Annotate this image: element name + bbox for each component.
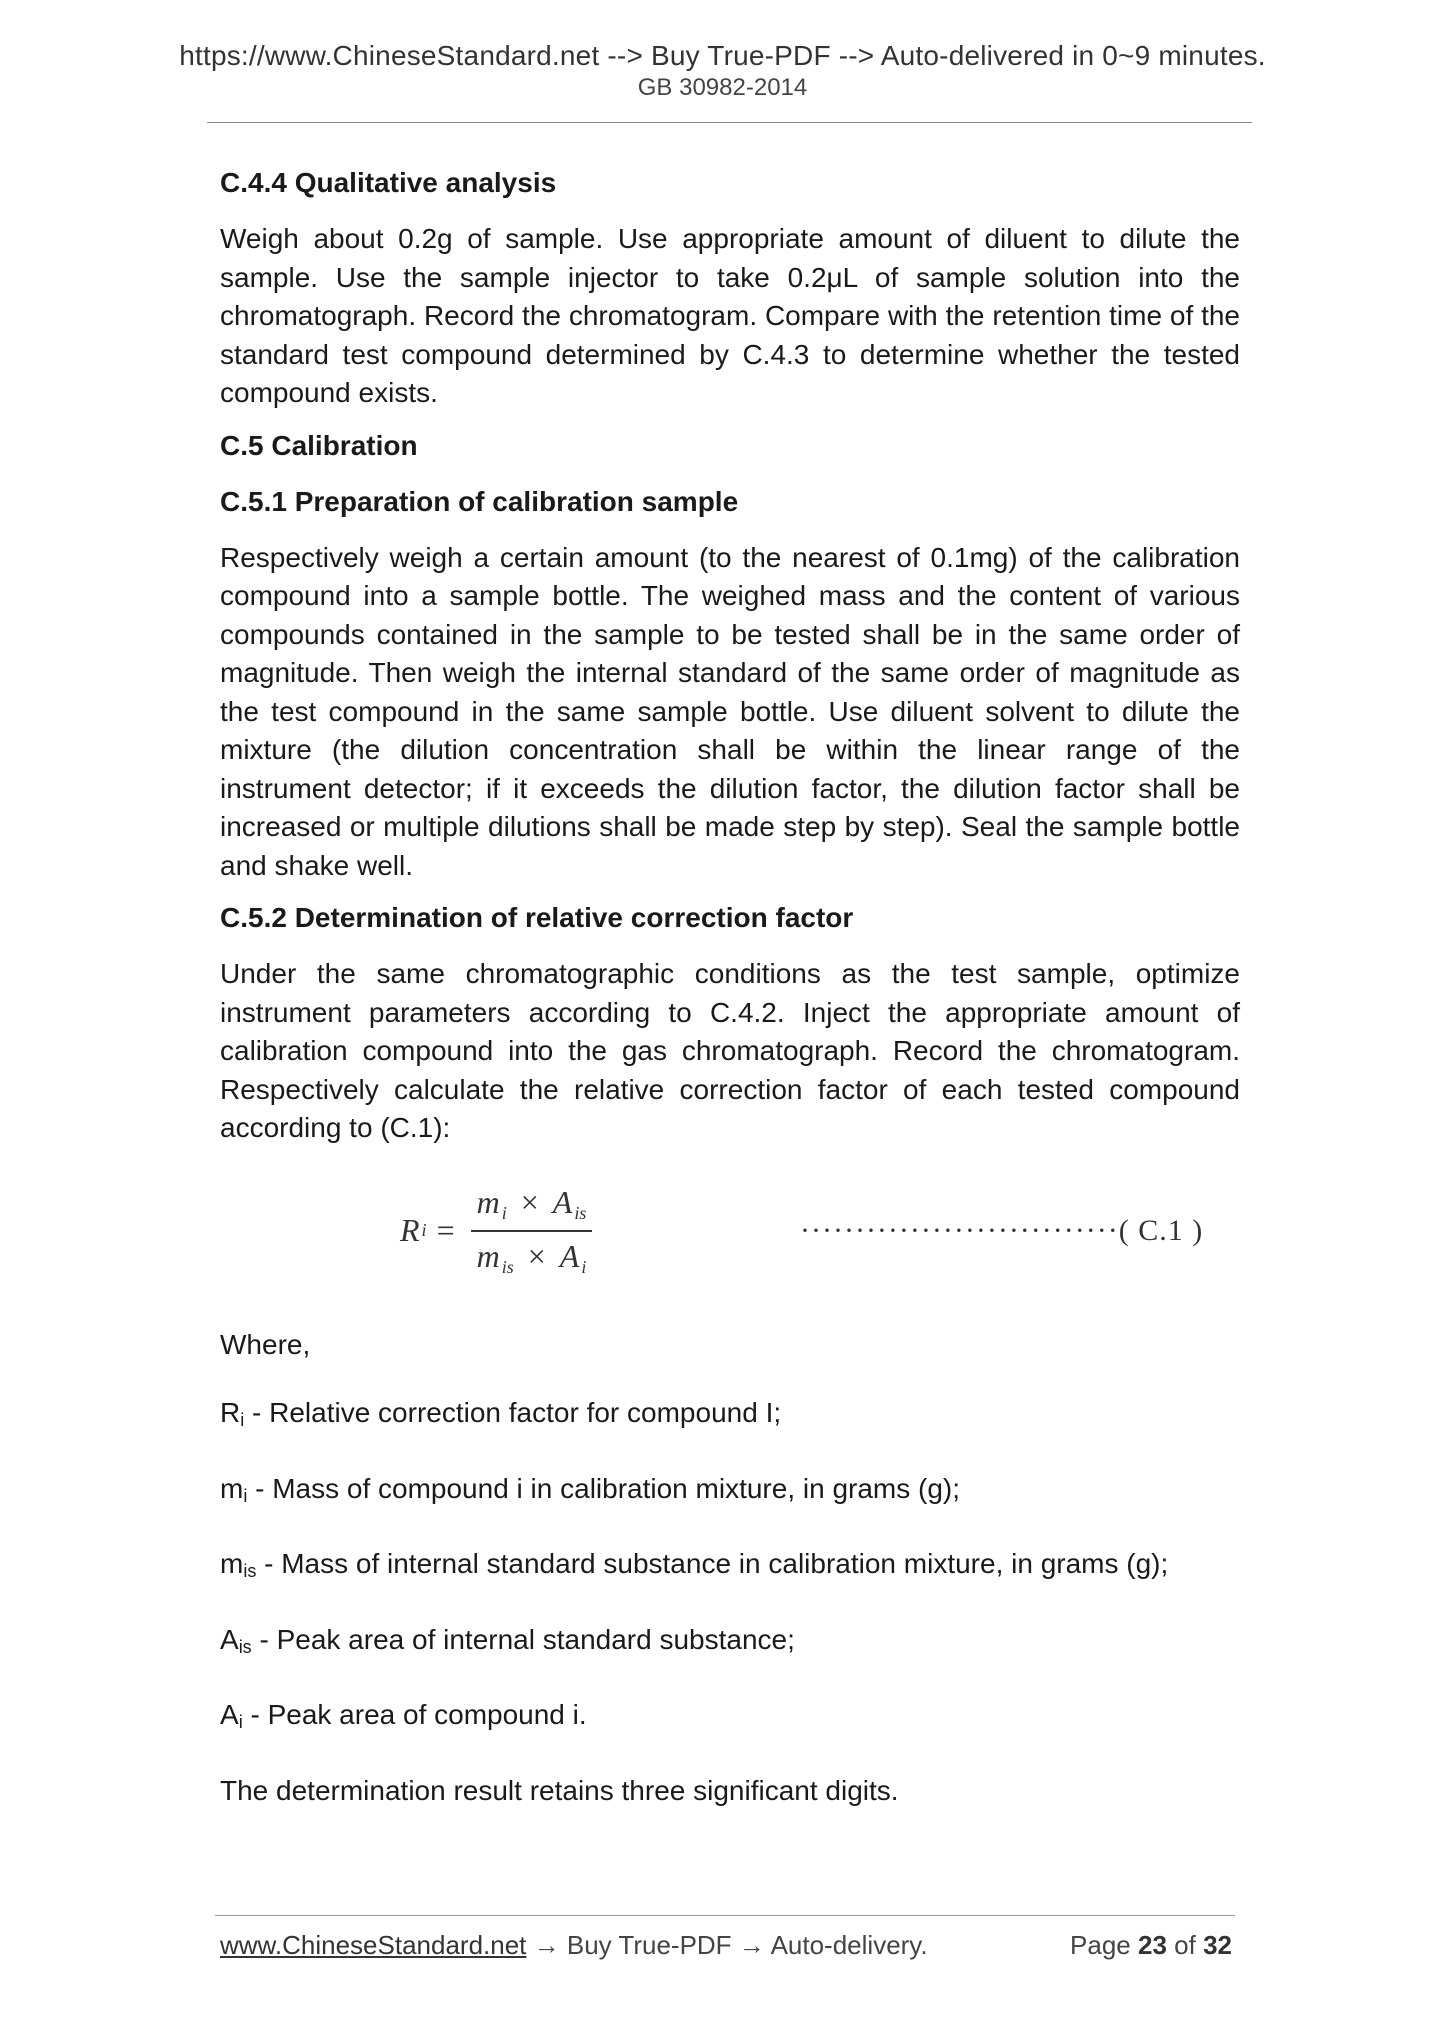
formula [400, 1184, 592, 1278]
standard-code: GB 30982-2014 [637, 74, 808, 101]
definition-subscript: i [238, 1712, 243, 1732]
header-divider [207, 122, 1252, 123]
num-area-sub: is [574, 1202, 587, 1223]
page-of: of [1174, 1930, 1196, 1960]
definition-symbol: R [220, 1397, 241, 1428]
equation-number: ·····························( C.1 ) [800, 1213, 1204, 1247]
definition-symbol: A [220, 1623, 239, 1655]
num-mass: m [476, 1183, 500, 1220]
definition-text: - Mass of internal standard substance in calibration mixture, in grams (g); [256, 1548, 1169, 1579]
den-area-sub: i [581, 1256, 587, 1277]
page-total: 32 [1203, 1930, 1232, 1960]
definition-subscript: i [240, 1410, 245, 1430]
header-banner: https://www.ChineseStandard.net --> Buy True-PDF --> Auto-delivered in 0~9 minutes. [179, 40, 1266, 71]
definition-symbol: m [220, 1472, 244, 1504]
definition-symbol: m [220, 1548, 244, 1579]
definition-subscript: is [238, 1636, 252, 1657]
definition-symbol: A [220, 1699, 239, 1730]
page-label: Page [1070, 1930, 1131, 1960]
footer-divider [215, 1915, 1235, 1916]
section-c5-title: C.5 Calibration [220, 429, 418, 461]
equation-c1 [220, 1170, 1240, 1300]
page-footer [220, 1930, 1232, 1961]
definition-text: - Peak area of internal standard substance; [251, 1623, 795, 1655]
den-area: A [559, 1237, 580, 1274]
fraction-denominator [471, 1232, 593, 1278]
page-number [1070, 1930, 1232, 1961]
result-note: The determination result retains three significant digits. [220, 1774, 899, 1806]
fraction [471, 1184, 593, 1278]
formula-lhs: R [400, 1212, 420, 1248]
definition-text: - Peak area of compound i. [242, 1699, 587, 1730]
section-c52-text: Under the same chromatographic conditions as the test sample, optimize instrument parameters according to C.4.2. Inject the appropriate amount of calibration compound into the gas chromatograph. Record the chromatogram. Respectively calculate the relative correction factor of each tested compound according to (C.1): [220, 958, 1240, 1143]
where-label: Where, [220, 1328, 311, 1360]
definition-subscript: i [243, 1485, 248, 1506]
definition-text: - Relative correction factor for compound I; [244, 1397, 782, 1428]
section-c44-text: Weigh about 0.2g of sample. Use appropriate amount of diluent to dilute the sample. Use the sample injector to take 0.2μL of sample solution into the chromatograph. Record the chromatogram. Compare with the retention time of the standard test compound determined by C.4.3 to determine whether the tested compound exists. [220, 223, 1240, 408]
section-c51-title: C.5.1 Preparation of calibration sample [220, 485, 739, 517]
formula-lhs-sub: i [421, 1220, 427, 1240]
definition-item [220, 1545, 1240, 1591]
times-sign: × [520, 1183, 539, 1220]
definition-subscript: is [243, 1561, 257, 1581]
page-content [220, 150, 1240, 1810]
definition-text: - Mass of compound i in calibration mixture, in grams (g); [247, 1472, 961, 1504]
footer-left [220, 1930, 928, 1961]
footer-site-link[interactable]: www.ChineseStandard.net [220, 1930, 527, 1960]
num-mass-sub: i [501, 1202, 507, 1223]
section-c52-title: C.5.2 Determination of relative correction factor [220, 902, 854, 933]
definition-item [220, 1621, 1240, 1667]
definitions-list [220, 1394, 1240, 1810]
definition-item [220, 1696, 1240, 1742]
times-sign: × [527, 1237, 546, 1274]
section-c44-title: C.4.4 Qualitative analysis [220, 167, 557, 198]
section-c51-text: Respectively weigh a certain amount (to the nearest of 0.1mg) of the calibration compound into a sample bottle. The weighed mass and the content of various compounds contained in the sample to be tested shall be in the same order of magnitude. Then weigh the internal standard of the same order of magnitude as the test compound in the same sample bottle. Use diluent solvent to dilute the mixture (the dilution concentration shall be within the linear range of the instrument detector; if it exceeds the dilution factor, the dilution factor shall be increased or multiple dilutions shall be made step by step). Seal the sample bottle and shake well. [220, 541, 1240, 881]
definition-item [220, 1470, 1240, 1516]
den-mass-sub: is [501, 1256, 514, 1277]
page-current: 23 [1138, 1930, 1167, 1960]
num-area: A [552, 1183, 573, 1220]
den-mass: m [476, 1237, 500, 1274]
footer-tagline: → Buy True-PDF → Auto-delivery. [526, 1930, 928, 1960]
fraction-numerator [471, 1184, 593, 1232]
definition-item [220, 1394, 1240, 1440]
equals-sign: = [436, 1212, 455, 1248]
